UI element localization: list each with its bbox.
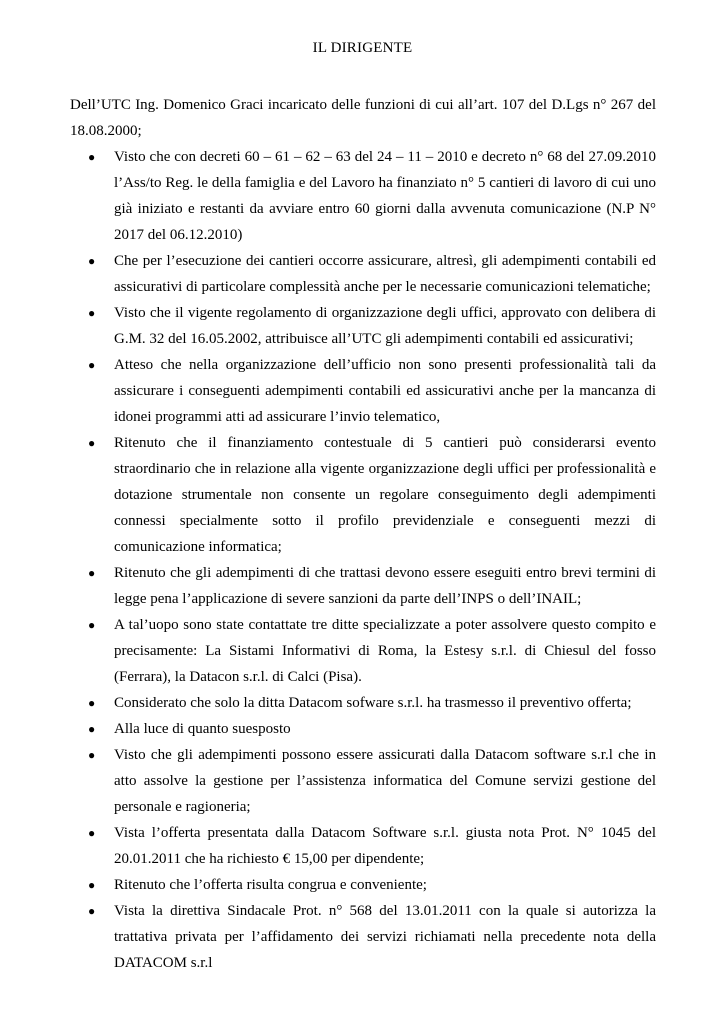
list-item [0, 430, 725, 560]
list-item-text: Considerato che solo la ditta Datacom sofware s.r.l. ha trasmesso il preventivo offerta; [114, 695, 632, 711]
list-item [0, 820, 725, 872]
list-item-text: Ritenuto che gli adempimenti di che trattasi devono essere eseguiti entro brevi termini di legge pena l’applicazione di severe sanzioni da parte dell’INPS o dell’INAIL; [114, 565, 656, 607]
list-item [0, 144, 725, 248]
list-item-text: Visto che con decreti 60 – 61 – 62 – 63 del 24 – 11 – 2010 e decreto n° 68 del 27.09.2010 l’Ass/to Reg. le della famiglia e del Lavoro ha finanziato n° 5 cantieri di lavoro di cui uno già iniziato e restanti da avviare entro 60 giorni dalla avvenuta comunicazione (N.P N° 2017 del 06.12.2010) [114, 149, 656, 243]
bullet-icon: ● [88, 696, 96, 710]
bullet-icon: ● [88, 150, 96, 164]
list-item-text: Visto che gli adempimenti possono essere assicurati dalla Datacom software s.r.l che in atto assolve la gestione per l’assistenza informatica del Comune servizi gestione del personale e ragioneria; [114, 747, 656, 815]
bullet-icon: ● [88, 878, 96, 892]
intro-paragraph: Dell’UTC Ing. Domenico Graci incaricato delle funzioni di cui all’art. 107 del D.Lgs n° 267 del 18.08.2000; [70, 97, 656, 139]
list-item [0, 690, 725, 716]
list-item-text: Visto che il vigente regolamento di organizzazione degli uffici, approvato con delibera di G.M. 32 del 16.05.2002, attribuisce all’UTC gli adempimenti contabili ed assicurativi; [114, 305, 656, 347]
bullet-icon: ● [88, 826, 96, 840]
list-item-text: Ritenuto che il finanziamento contestuale di 5 cantieri può considerarsi evento straordinario che in relazione alla vigente organizzazione degli uffici per professionalità e dotazione strumentale non consente un regolare conseguimento degli adempimenti connessi specialmente sotto il profilo previdenziale e conseguenti mezzi di comunicazione informatica; [114, 435, 656, 555]
list-item [0, 898, 725, 976]
bullet-icon: ● [88, 306, 96, 320]
list-item-text: Che per l’esecuzione dei cantieri occorre assicurare, altresì, gli adempimenti contabili ed assicurativi di particolare complessità anche per le necessarie comunicazioni telematiche; [114, 253, 656, 295]
list-item [0, 612, 725, 690]
bullet-icon: ● [88, 436, 96, 450]
list-item [0, 352, 725, 430]
list-item-text: Ritenuto che l’offerta risulta congrua e conveniente; [114, 877, 427, 893]
list-item [0, 248, 725, 300]
list-item-text: Vista la direttiva Sindacale Prot. n° 568 del 13.01.2011 con la quale si autorizza la trattativa privata per l’affidamento dei servizi richiamati nella precedente nota della DATACOM s.r.l [114, 903, 656, 971]
list-item-text: A tal’uopo sono state contattate tre ditte specializzate a poter assolvere questo compito e precisamente: La Sistami Informativi di Roma, la Estesy s.r.l. di Chiesul del fosso (Ferrara), la Datacon s.r.l. di Calci (Pisa). [114, 617, 656, 685]
bullet-icon: ● [88, 566, 96, 580]
document-title: IL DIRIGENTE [312, 40, 413, 56]
list-item-text: Vista l’offerta presentata dalla Datacom Software s.r.l. giusta nota Prot. N° 1045 del 20.01.2011 che ha richiesto € 15,00 per dipendente; [114, 825, 656, 867]
bullet-icon: ● [88, 904, 96, 918]
bullet-icon: ● [88, 748, 96, 762]
bullet-icon: ● [88, 722, 96, 736]
list-item [0, 560, 725, 612]
bullet-icon: ● [88, 254, 96, 268]
list-item [0, 742, 725, 820]
list-item [0, 716, 725, 742]
list-item-text: Atteso che nella organizzazione dell’ufficio non sono presenti professionalità tali da assicurare i conseguenti adempimenti contabili ed assicurativi anche per la mancanza di idonei programmi atti ad assicurare l’invio telematico, [114, 357, 656, 425]
bullet-icon: ● [88, 358, 96, 372]
premises-list [0, 144, 725, 976]
bullet-icon: ● [88, 618, 96, 632]
list-item [0, 872, 725, 898]
list-item-text: Alla luce di quanto suesposto [114, 721, 291, 737]
list-item [0, 300, 725, 352]
